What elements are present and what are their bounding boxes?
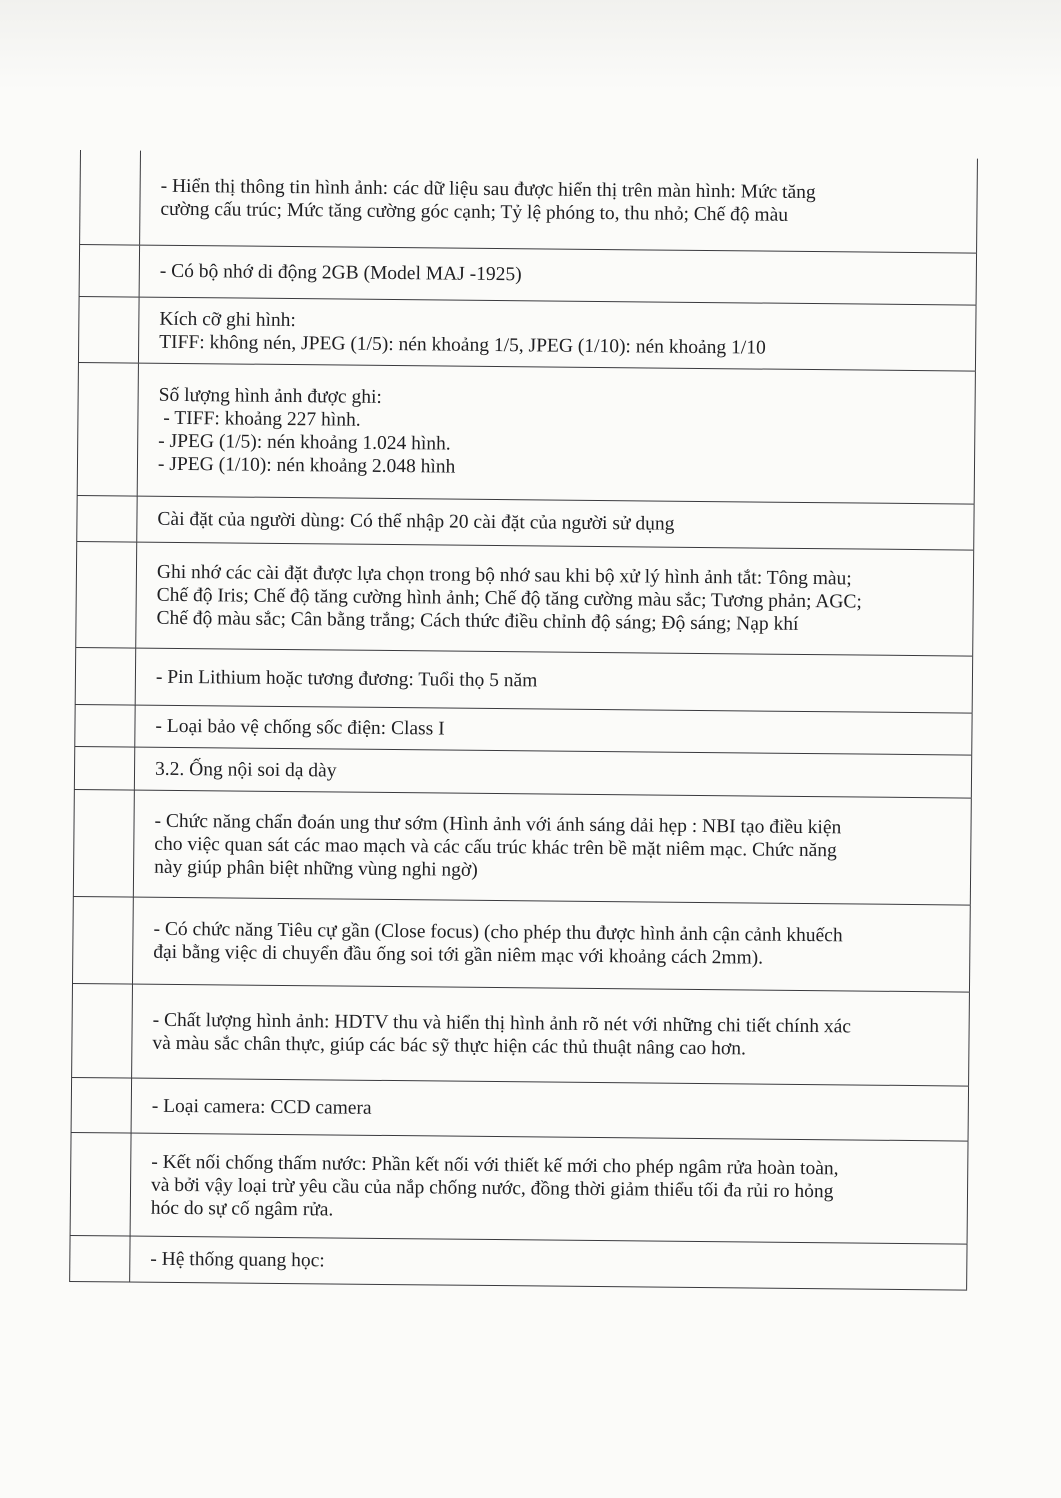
index-cell xyxy=(77,363,139,496)
spec-line: - Hiển thị thông tin hình ảnh: các dữ liệu sau được hiển thị trên màn hình: Mức tăng xyxy=(160,175,816,204)
spec-row xyxy=(75,648,974,714)
spec-row xyxy=(69,1236,967,1291)
spec-cell xyxy=(138,364,976,504)
spec-row xyxy=(71,1078,969,1142)
spec-cell xyxy=(134,791,972,905)
spec-line: - Có chức năng Tiêu cự gần (Close focus) (cho phép thu được hình ảnh cận cảnh khuếch xyxy=(153,918,843,947)
index-cell xyxy=(78,297,140,363)
spec-cell xyxy=(130,1237,967,1290)
index-cell xyxy=(71,1078,133,1133)
index-cell xyxy=(72,897,134,984)
spec-line: - Loại bảo vệ chống sốc điện: Class I xyxy=(155,715,445,740)
spec-row xyxy=(70,1133,969,1245)
spec-line: - Pin Lithium hoặc tương đương: Tuổi thọ 5 năm xyxy=(155,666,538,691)
spec-row xyxy=(79,150,978,254)
spec-cell xyxy=(131,1134,969,1244)
spec-line: và màu sắc chân thực, giúp các bác sỹ thực hiện các thủ thuật nâng cao hơn. xyxy=(152,1032,746,1059)
spec-line: cho việc quan sát các mao mạch và các cấu trúc khác trên bề mặt niêm mạc. Chức năng xyxy=(154,833,837,861)
spec-line: - JPEG (1/5): nén khoảng 1.024 hình. xyxy=(158,430,451,455)
spec-cell xyxy=(139,298,977,371)
spec-cell xyxy=(136,543,974,656)
index-cell xyxy=(75,648,137,705)
spec-cell xyxy=(135,706,972,755)
section-heading-cell xyxy=(135,748,972,798)
index-cell xyxy=(79,150,141,245)
scan-top-shadow xyxy=(0,0,1061,90)
spec-line: hóc do sự cố ngâm rửa. xyxy=(150,1197,334,1220)
spec-line: - Hệ thống quang học: xyxy=(150,1248,325,1272)
spec-row xyxy=(78,297,977,372)
spec-line: đại bằng việc di chuyển đầu ống soi tới gần niêm mạc với khoảng cách 2mm). xyxy=(153,941,764,969)
spec-line: Số lượng hình ảnh được ghi: xyxy=(158,384,382,408)
spec-line: Kích cỡ ghi hình: xyxy=(159,308,296,331)
index-cell xyxy=(73,790,135,897)
spec-row xyxy=(79,245,977,306)
spec-line: Chế độ màu sắc; Cân bằng trắng; Cách thức điều chỉnh độ sáng; Độ sáng; Nạp khí xyxy=(156,607,799,635)
spec-line: - Có bộ nhớ di động 2GB (Model MAJ -1925) xyxy=(159,260,522,286)
index-cell xyxy=(76,496,137,542)
spec-line: này giúp phân biệt những vùng nghi ngờ) xyxy=(154,856,478,881)
spec-line: - Kết nối chống thấm nước: Phần kết nối với thiết kế mới cho phép ngâm rửa hoàn toàn, xyxy=(151,1151,839,1179)
spec-cell xyxy=(136,649,973,713)
index-cell xyxy=(71,984,133,1078)
spec-row xyxy=(71,984,970,1087)
index-cell xyxy=(79,245,140,297)
index-cell xyxy=(70,1133,132,1236)
spec-line: - Chất lượng hình ảnh: HDTV thu và hiển thị hình ảnh rõ nét với những chi tiết chính xác xyxy=(152,1009,852,1037)
section-heading: 3.2. Ống nội soi dạ dày xyxy=(154,758,337,781)
spec-cell xyxy=(137,497,974,550)
spec-cell xyxy=(132,985,970,1086)
spec-row xyxy=(75,542,974,657)
spec-cell xyxy=(133,898,971,992)
index-cell xyxy=(74,747,135,790)
spec-line: và bởi vậy loại trừ yêu cầu của nắp chống nước, đồng thời giảm thiểu tối đa rủi ro hỏng xyxy=(150,1174,834,1202)
spec-line: - Loại camera: CCD camera xyxy=(151,1095,372,1119)
spec-cell xyxy=(140,246,977,305)
spec-line: - Chức năng chẩn đoán ung thư sớm (Hình ảnh với ánh sáng dải hẹp : NBI tạo điều kiện xyxy=(154,810,842,838)
spec-row xyxy=(72,897,971,993)
spec-line: Chế độ Iris; Chế độ tăng cường hình ảnh; Chế độ tăng cường màu sắc; Tương phản; AGC; xyxy=(156,584,862,613)
spec-line: cường cấu trúc; Mức tăng cường góc cạnh; Tỷ lệ phóng to, thu nhỏ; Chế độ màu xyxy=(160,198,789,226)
spec-row xyxy=(73,790,972,906)
spec-line: Ghi nhớ các cài đặt được lựa chọn trong bộ nhớ sau khi bộ xử lý hình ảnh tắt: Tông màu; xyxy=(156,561,852,590)
spec-cell xyxy=(140,151,978,253)
spec-row xyxy=(77,363,976,505)
spec-line: TIFF: không nén, JPEG (1/5): nén khoảng 1/5, JPEG (1/10): nén khoảng 1/10 xyxy=(159,331,766,359)
spec-line: - TIFF: khoảng 227 hình. xyxy=(158,407,361,431)
index-cell xyxy=(74,705,135,747)
index-cell xyxy=(75,542,137,648)
spec-line: Cài đặt của người dùng: Có thể nhập 20 cài đặt của người sử dụng xyxy=(157,508,675,535)
index-cell xyxy=(69,1236,130,1282)
spec-line: - JPEG (1/10): nén khoảng 2.048 hình xyxy=(157,453,456,478)
spec-cell xyxy=(132,1079,969,1141)
spec-table xyxy=(69,150,978,1291)
